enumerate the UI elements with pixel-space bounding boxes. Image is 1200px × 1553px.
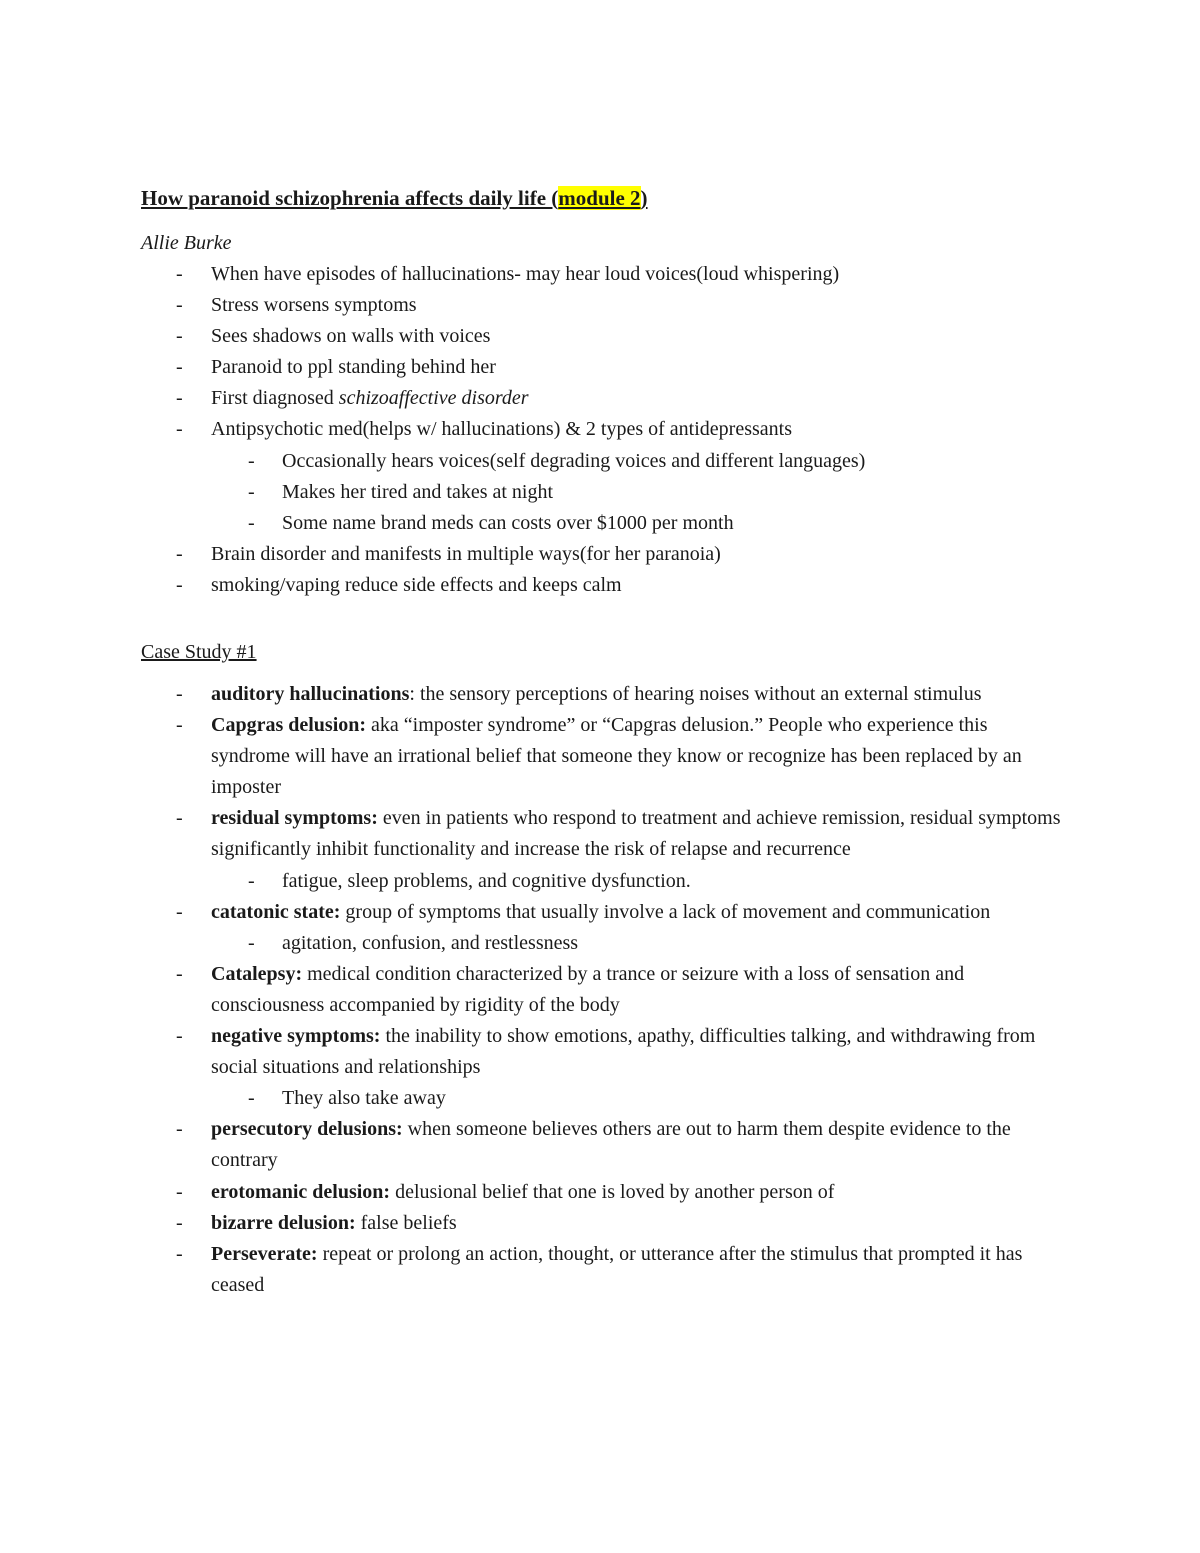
term-label: catatonic state:: [211, 900, 341, 923]
list-item: [0, 710, 1200, 803]
bullet-dash: -: [176, 1025, 183, 1048]
list-item: [0, 897, 1200, 928]
bullet-dash: -: [176, 542, 183, 565]
title-end: ): [640, 186, 648, 210]
bullet-dash: -: [248, 1087, 255, 1110]
bullet-dash: -: [176, 900, 183, 923]
item-text: aka “imposter syndrome” or “Capgras delusion.” People who experience this syndrome will have an irrational belief that someone they know or recognize has been replaced by an imposter: [211, 714, 1022, 799]
list-item: [0, 803, 1200, 865]
item-text: When have episodes of hallucinations- may hear loud voices(loud whispering): [211, 263, 840, 285]
item-text: even in patients who respond to treatment and achieve remission, residual symptoms significantly inhibit functionality and increase the risk of relapse and recurrence: [211, 807, 1061, 861]
item-text: Brain disorder and manifests in multiple ways(for her paranoia): [211, 542, 721, 565]
bullet-dash: -: [176, 294, 183, 317]
list-item: [0, 679, 1200, 710]
list-item: [0, 1021, 1200, 1083]
sub-list-item: [0, 508, 1200, 539]
term-label: Perseverate:: [211, 1242, 318, 1265]
list-item: [0, 539, 1200, 570]
notes-list: [0, 259, 1200, 601]
bullet-dash: -: [176, 325, 183, 348]
author-subtitle: Allie Burke: [141, 232, 232, 254]
item-text: agitation, confusion, and restlessness: [282, 931, 579, 954]
italic-text: schizoaffective disorder: [338, 387, 529, 410]
bullet-dash: -: [176, 683, 183, 705]
list-item: [0, 1114, 1200, 1176]
list-item: [0, 570, 1200, 601]
bullet-dash: -: [176, 962, 183, 985]
item-text: Makes her tired and takes at night: [282, 480, 554, 503]
bullet-dash: -: [176, 807, 183, 830]
item-text: Stress worsens symptoms: [211, 294, 417, 317]
bullet-dash: -: [176, 263, 183, 285]
item-text: when someone believes others are out to harm them despite evidence to the contrary: [211, 1118, 1011, 1172]
bullet-dash: -: [176, 1180, 183, 1203]
item-text: Some name brand meds can costs over $1000 per month: [282, 511, 734, 534]
term-label: residual symptoms:: [211, 807, 378, 830]
bullet-dash: -: [176, 573, 183, 596]
item-text: They also take away: [282, 1087, 446, 1110]
bullet-dash: -: [176, 418, 183, 441]
list-item: [0, 1208, 1200, 1239]
bullet-dash: -: [248, 931, 255, 954]
list-item: [0, 1239, 1200, 1301]
list-item: [0, 383, 1200, 414]
item-text: fatigue, sleep problems, and cognitive dysfunction.: [282, 869, 691, 892]
item-text: smoking/vaping reduce side effects and keeps calm: [211, 573, 622, 596]
list-item: [0, 1177, 1200, 1208]
item-text: group of symptoms that usually involve a lack of movement and communication: [340, 900, 991, 923]
item-text: the inability to show emotions, apathy, difficulties talking, and withdrawing from social situations and relationships: [211, 1025, 1036, 1079]
sub-list-item: [0, 446, 1200, 477]
item-text: Sees shadows on walls with voices: [211, 325, 491, 348]
bullet-dash: -: [176, 1242, 183, 1265]
item-text: : the sensory perceptions of hearing noises without an external stimulus: [409, 683, 982, 705]
term-label: erotomanic delusion:: [211, 1180, 391, 1203]
list-item: [0, 290, 1200, 321]
item-text: medical condition characterized by a trance or seizure with a loss of sensation and consciousness accompanied by rigidity of the body: [211, 962, 965, 1016]
title-main: How paranoid schizophrenia affects daily life (: [141, 186, 559, 210]
term-label: Catalepsy:: [211, 962, 303, 985]
sub-list-item: [0, 1083, 1200, 1114]
term-label: bizarre delusion:: [211, 1211, 356, 1234]
list-item: [0, 414, 1200, 445]
bullet-dash: -: [176, 1118, 183, 1141]
sub-list-item: [0, 928, 1200, 959]
list-item: [0, 321, 1200, 352]
sub-list-item: [0, 477, 1200, 508]
term-label: auditory hallucinations: [211, 683, 410, 705]
item-text: Occasionally hears voices(self degrading voices and different languages): [282, 449, 866, 472]
case-study-heading: Case Study #1: [141, 641, 257, 663]
bullet-dash: -: [176, 356, 183, 379]
bullet-dash: -: [248, 869, 255, 892]
item-text: delusional belief that one is loved by another person of: [390, 1180, 835, 1203]
item-text: Antipsychotic med(helps w/ hallucinations) & 2 types of antidepressants: [211, 418, 792, 441]
bullet-dash: -: [176, 714, 183, 737]
case-study-list: [0, 679, 1200, 1301]
bullet-dash: -: [248, 480, 255, 503]
item-text: First diagnosed: [211, 387, 339, 410]
title-highlight: module 2: [558, 186, 641, 210]
bullet-dash: -: [248, 449, 255, 472]
item-text: repeat or prolong an action, thought, or utterance after the stimulus that prompted it has ceased: [211, 1242, 1023, 1296]
list-item: [0, 259, 1200, 290]
sub-list-item: [0, 866, 1200, 897]
bullet-dash: -: [176, 387, 183, 410]
item-text: Paranoid to ppl standing behind her: [211, 356, 496, 379]
term-label: negative symptoms:: [211, 1025, 381, 1048]
page-title: [141, 184, 648, 212]
bullet-dash: -: [248, 511, 255, 534]
list-item: [0, 959, 1200, 1021]
list-item: [0, 352, 1200, 383]
bullet-dash: -: [176, 1211, 183, 1234]
term-label: Capgras delusion:: [211, 714, 367, 737]
item-text: false beliefs: [355, 1211, 457, 1234]
term-label: persecutory delusions:: [211, 1118, 403, 1141]
